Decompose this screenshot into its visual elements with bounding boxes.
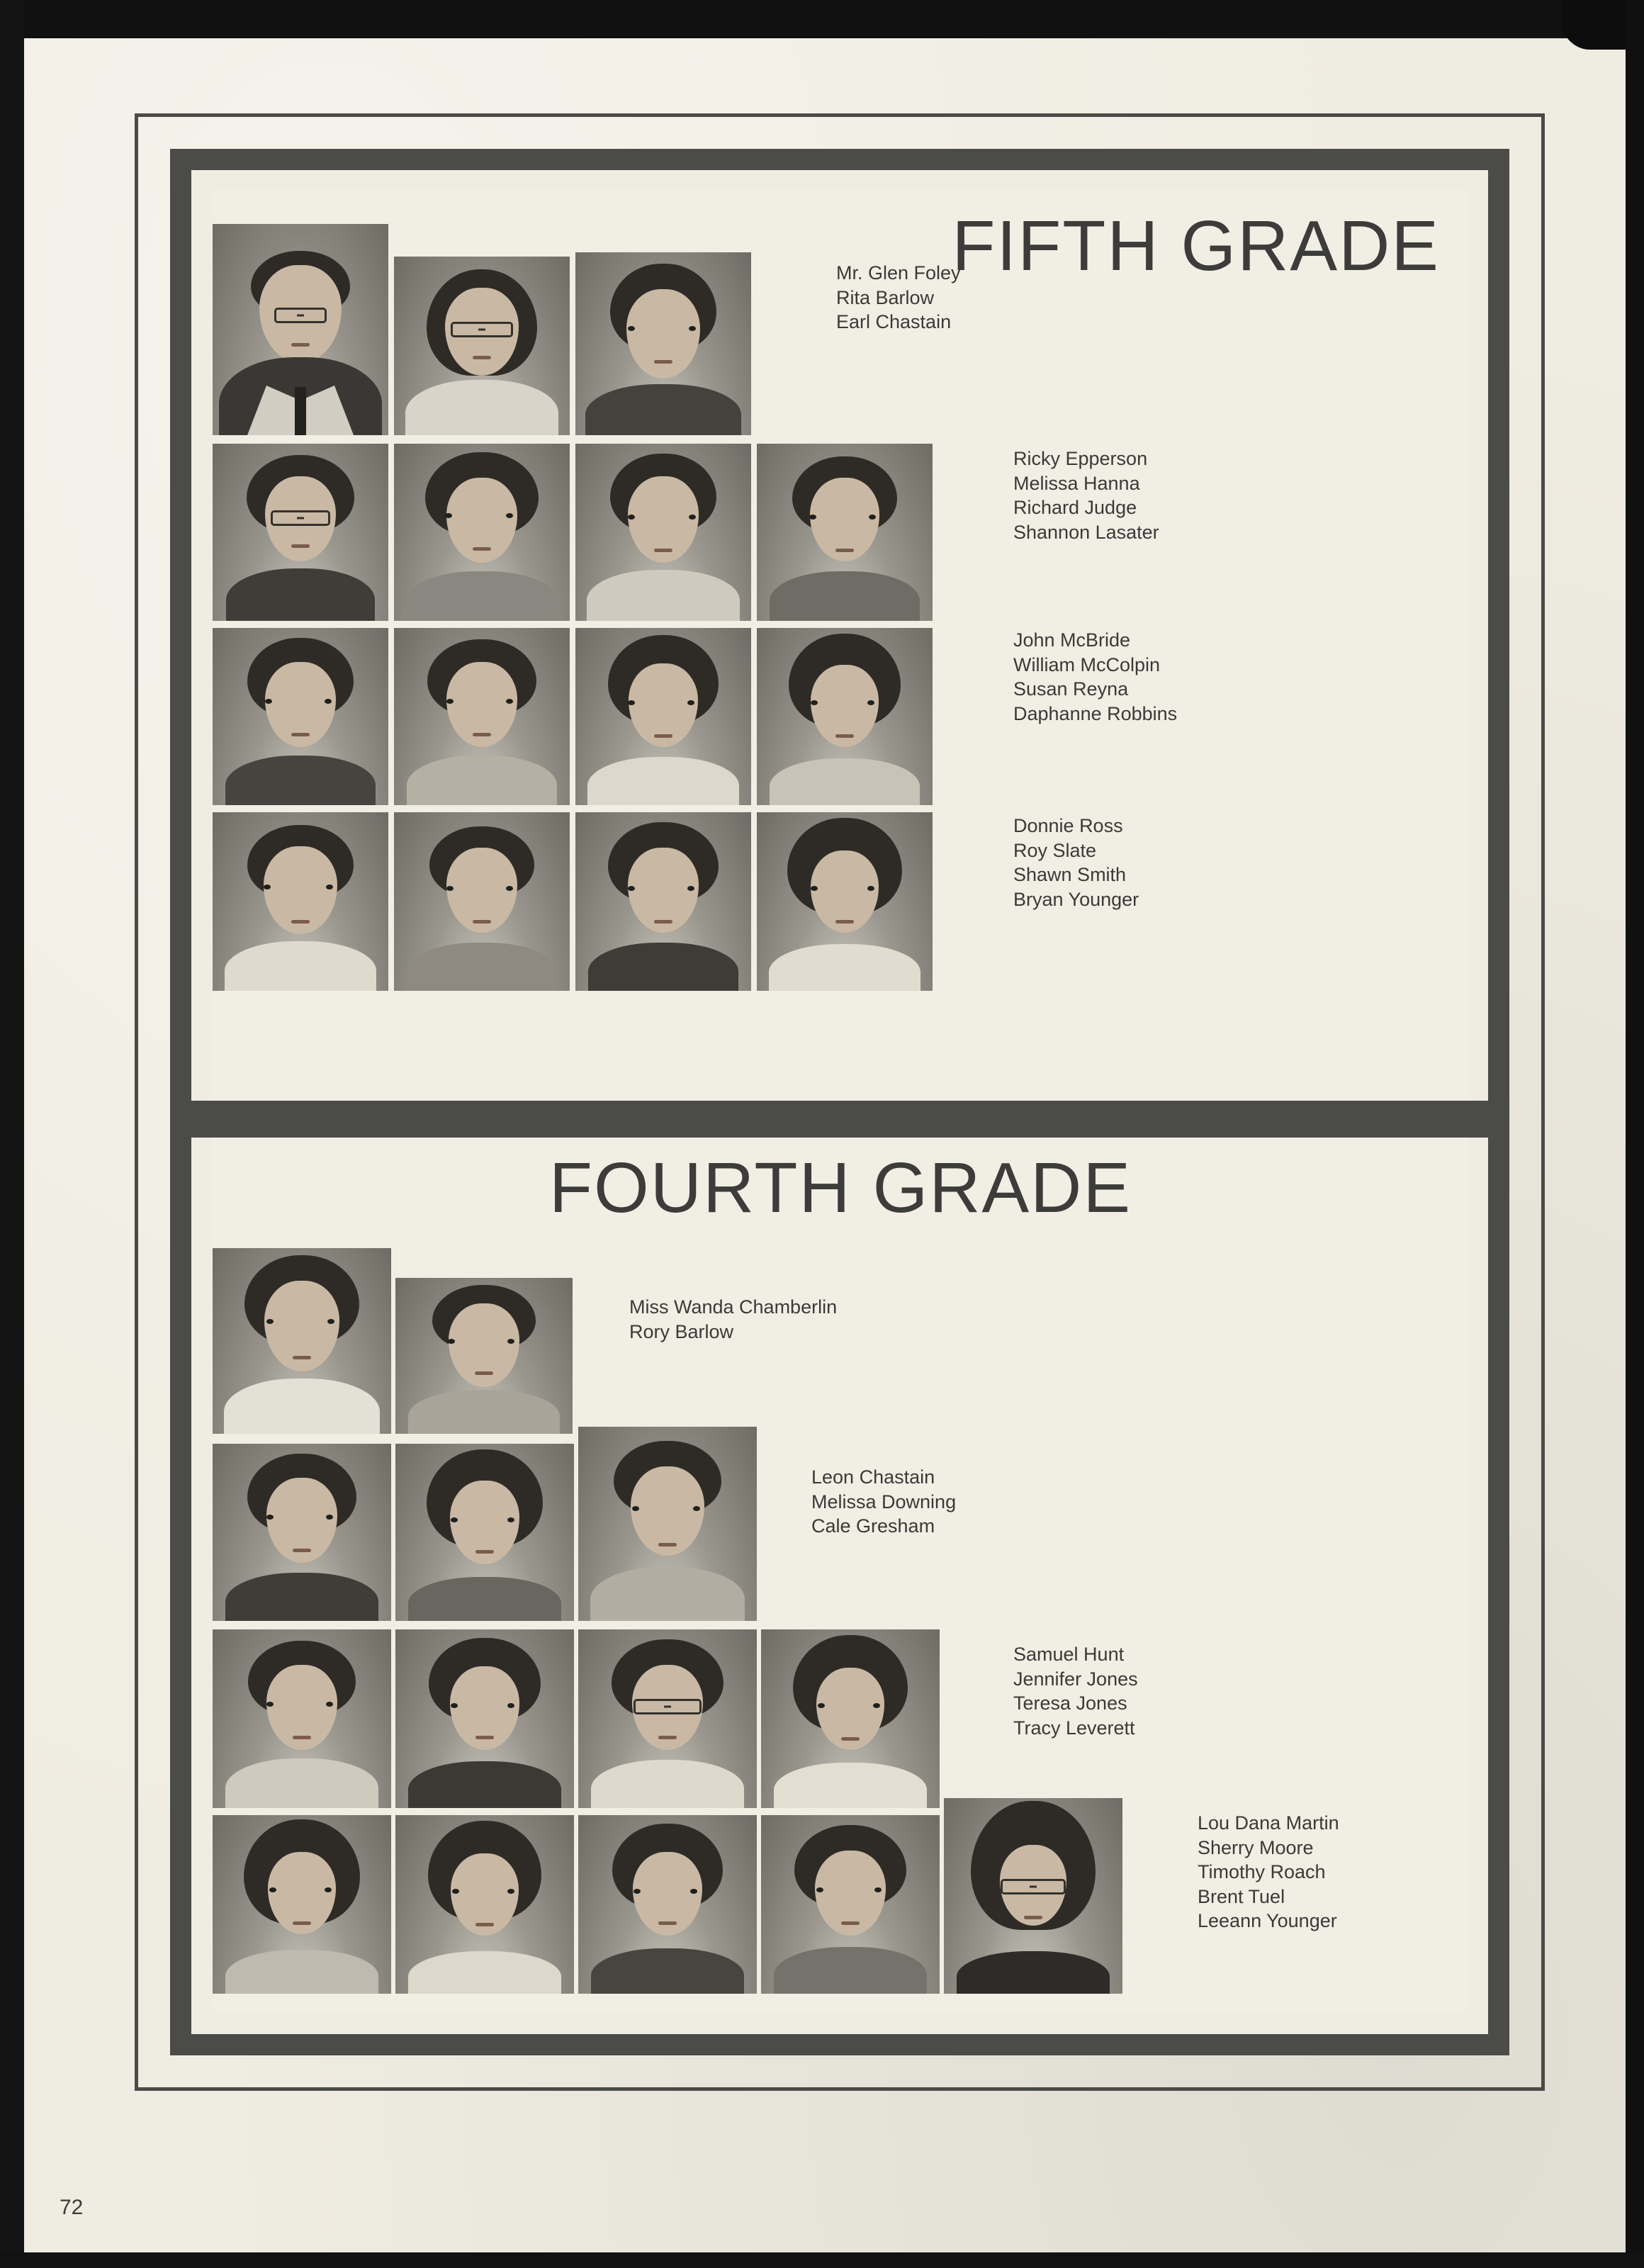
name-entry: Rita Barlow: [836, 286, 935, 308]
name-entry: Mr. Glen Foley: [836, 262, 961, 284]
name-list: [1013, 628, 1177, 726]
section-fourth-grade: [213, 1138, 1468, 2013]
portrait-photo: [213, 444, 388, 621]
section-fifth-grade: [213, 190, 1468, 1101]
name-list: [1013, 447, 1159, 544]
name-list: [1013, 1642, 1138, 1740]
portrait-photo: [213, 224, 388, 435]
portrait-photo: [395, 1629, 574, 1808]
name-entry: Earl Chastain: [836, 311, 952, 333]
portrait-photo: [394, 812, 570, 991]
name-entry: Melissa Hanna: [1013, 472, 1140, 494]
portrait-photo: [395, 1278, 573, 1434]
portrait-photo: [575, 628, 751, 805]
name-entry: Jennifer Jones: [1013, 1668, 1138, 1690]
scan-edge-left: [0, 0, 24, 2268]
name-entry: Brent Tuel: [1198, 1885, 1285, 1907]
portrait-photo: [213, 1444, 391, 1621]
portrait-photo: [575, 812, 751, 991]
name-entry: Shannon Lasater: [1013, 521, 1159, 543]
name-list: [1013, 814, 1139, 911]
portrait-photo: [395, 1815, 574, 1994]
name-entry: John McBride: [1013, 629, 1131, 651]
portrait-photo: [213, 1815, 391, 1994]
portrait-photo: [394, 257, 570, 435]
portrait-photo: [213, 1629, 391, 1808]
portrait-photo: [761, 1815, 940, 1994]
portrait-photo: [213, 1248, 391, 1434]
portrait-photo: [578, 1427, 757, 1621]
name-entry: Sherry Moore: [1198, 1836, 1314, 1858]
name-entry: Donnie Ross: [1013, 815, 1123, 836]
portrait-photo: [394, 444, 570, 621]
name-entry: Lou Dana Martin: [1198, 1812, 1339, 1834]
scan-edge-right: [1626, 0, 1644, 2268]
portrait-photo: [757, 444, 933, 621]
portrait-photo: [575, 444, 751, 621]
name-entry: Leon Chastain: [811, 1466, 935, 1488]
portrait-photo: [944, 1798, 1122, 1994]
name-entry: Rory Barlow: [629, 1320, 734, 1342]
name-entry: Leeann Younger: [1198, 1910, 1337, 1932]
portrait-photo: [578, 1815, 757, 1994]
portrait-photo: [394, 628, 570, 805]
name-entry: Teresa Jones: [1013, 1692, 1127, 1714]
name-list: [811, 1465, 956, 1539]
portrait-photo: [575, 252, 751, 435]
section-title-fifth-grade: FIFTH GRADE: [952, 206, 1440, 286]
name-entry: Shawn Smith: [1013, 864, 1127, 886]
portrait-photo: [213, 628, 388, 805]
portrait-photo: [761, 1629, 940, 1808]
section-title-fourth-grade: FOURTH GRADE: [548, 1148, 1132, 1228]
portrait-photo: [578, 1629, 757, 1808]
scan-edge-notch: [1562, 0, 1626, 50]
name-entry: William McColpin: [1013, 653, 1161, 675]
name-list: [836, 261, 961, 335]
name-list: [1198, 1811, 1339, 1933]
portrait-photo: [757, 812, 933, 991]
name-entry: Tracy Leverett: [1013, 1717, 1135, 1739]
name-entry: Ricky Epperson: [1013, 448, 1148, 469]
portrait-photo: [757, 628, 933, 805]
page-number: 72: [60, 2196, 84, 2219]
name-entry: Daphanne Robbins: [1013, 702, 1178, 724]
name-entry: Melissa Downing: [811, 1491, 957, 1512]
name-entry: Samuel Hunt: [1013, 1644, 1125, 1665]
name-entry: Richard Judge: [1013, 497, 1137, 519]
name-entry: Susan Reyna: [1013, 678, 1129, 700]
name-entry: Timothy Roach: [1198, 1861, 1326, 1883]
scan-edge-top: [0, 0, 1644, 38]
name-entry: Bryan Younger: [1013, 888, 1139, 910]
name-list: [629, 1295, 837, 1344]
name-entry: Roy Slate: [1013, 839, 1097, 861]
portrait-photo: [213, 812, 388, 991]
name-entry: Cale Gresham: [811, 1515, 935, 1537]
name-entry: Miss Wanda Chamberlin: [629, 1296, 838, 1318]
scan-edge-bottom: [0, 2252, 1644, 2268]
section-divider: [191, 1101, 1490, 1138]
portrait-photo: [395, 1444, 574, 1621]
